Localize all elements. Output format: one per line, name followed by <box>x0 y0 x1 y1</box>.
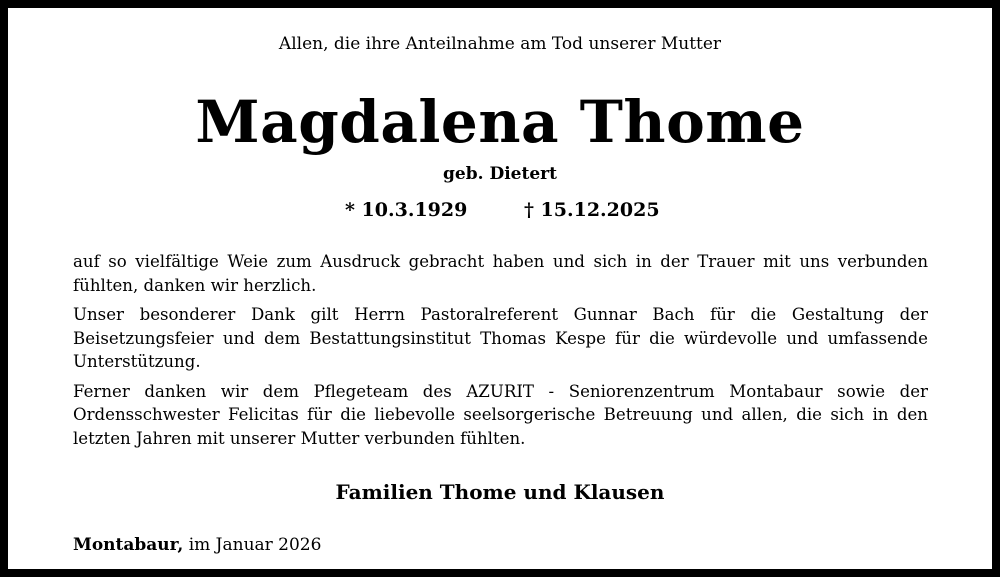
paragraph-thanks: auf so vielfältige Weie zum Ausdruck gebracht haben und sich in der Trauer mit uns verbunden fühlten, danken wir herzlich. <box>73 252 928 295</box>
intro-text: Allen, die ihre Anteilnahme am Tod unserer Mutter <box>278 34 722 54</box>
place: Montabaur, <box>73 535 184 555</box>
maiden-name: geb. Dietert <box>443 164 557 184</box>
thank-you-text <box>73 250 928 456</box>
place-date-line <box>73 533 321 557</box>
deceased-name: Magdalena Thome <box>195 88 805 156</box>
birth-date: * 10.3.1929 <box>345 199 468 221</box>
death-date: † 15.12.2025 <box>524 199 660 221</box>
family-signature: Familien Thome und Klausen <box>335 480 665 504</box>
date: im Januar 2026 <box>188 535 322 555</box>
paragraph-special-thanks: Unser besonderer Dank gilt Herrn Pastoralreferent Gunnar Bach für die Gestaltung der Beisetzungsfeier und dem Bestattungsinstitut Thomas Kespe für die würdevolle und umfassende Unterstützung. <box>73 305 928 371</box>
paragraph-further-thanks: Ferner danken wir dem Pflegeteam des AZURIT - Seniorenzentrum Montabaur sowie der Ordensschwester Felicitas für die liebevolle seelsorgerische Betreuung und allen, die sich in den letzten Jahren mit unserer Mutter verbunden fühlten. <box>73 381 928 448</box>
